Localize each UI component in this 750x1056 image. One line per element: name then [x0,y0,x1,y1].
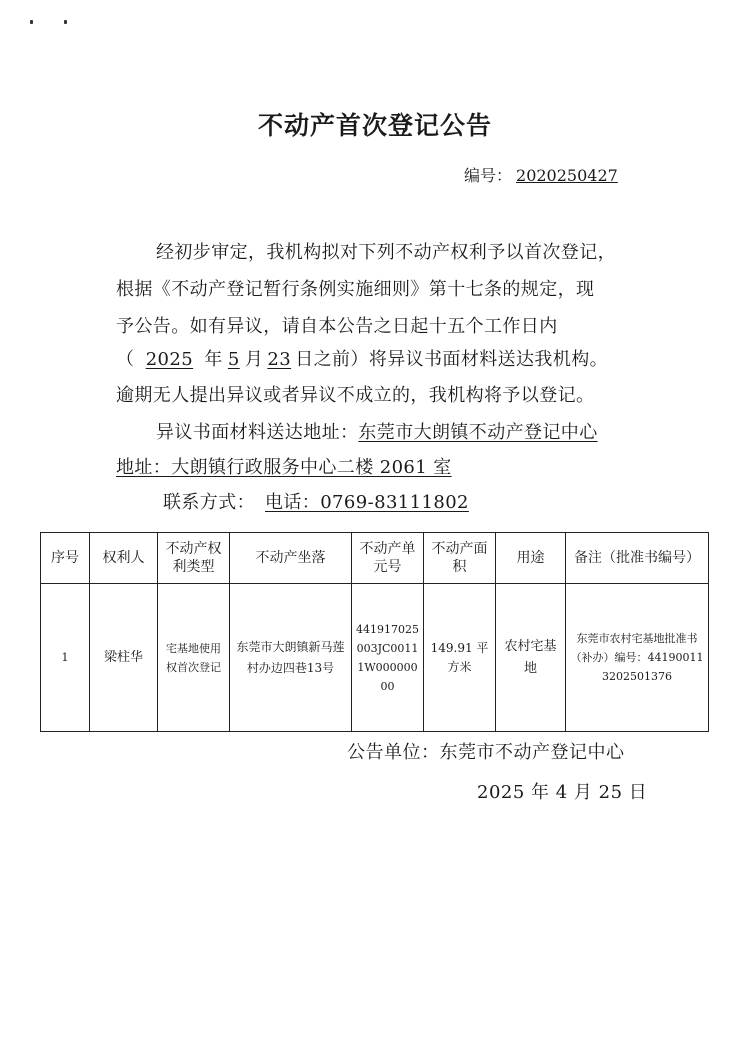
table-header: 不动产单元号 [352,533,424,584]
cell-location: 东莞市大朗镇新马莲村办边四巷13号 [230,584,352,732]
body-line-3: 予公告。如有异议，请自本公告之日起十五个工作日内 [116,316,558,337]
document-title: 不动产首次登记公告 [257,111,492,140]
address-line: 地址：大朗镇行政服务中心二楼 2061 室 [116,457,452,478]
deadline-year: 2025 [145,349,194,370]
contact-line [163,488,497,514]
table-header-row [41,533,709,584]
table-row [41,584,709,732]
table-header: 不动产面积 [424,533,496,584]
document-number [464,163,618,186]
cell-remark: 东莞市农村宅基地批准书（补办）编号：441900113202501376 [566,584,709,732]
objection-label: 异议书面材料送达地址： [156,422,359,443]
deadline-day-suffix: 日之前）将异议书面材料送达我机构。 [295,349,609,370]
notice-unit: 公告单位：东莞市不动产登记中心 [347,742,625,763]
cell-usage: 农村宅基地 [496,584,566,732]
cell-index: 1 [41,584,90,732]
deadline-year-suffix: 年 [204,349,223,370]
deadline-month-suffix: 月 [244,349,264,370]
deadline-open: （ [116,349,135,370]
scan-speck [30,20,33,24]
deadline-day: 23 [267,349,292,370]
document-number-label: 编号： [464,166,513,185]
cell-right-type: 宅基地使用权首次登记 [158,584,230,732]
body-deadline-line [116,345,608,371]
table-header: 用途 [496,533,566,584]
objection-org: 东莞市大朗镇不动产登记中心 [358,422,598,443]
table-header: 不动产坐落 [230,533,352,584]
scan-speck [64,20,67,24]
contact-value: 电话：0769-83111802 [265,492,469,513]
contact-label: 联系方式： [163,492,255,513]
cell-area: 149.91 平方米 [424,584,496,732]
body-line-2: 根据《不动产登记暂行条例实施细则》第十七条的规定，现 [116,279,595,300]
table-header: 权利人 [90,533,158,584]
document-number-value: 2020250427 [516,166,618,185]
notice-date: 2025 年 4 月 25 日 [477,782,648,803]
table-header: 序号 [41,533,90,584]
cell-owner: 梁柱华 [90,584,158,732]
body-line-5: 逾期无人提出异议或者异议不成立的，我机构将予以登记。 [116,385,595,406]
registration-table [40,532,709,732]
table-header: 备注（批准书编号） [566,533,709,584]
body-line-1: 经初步审定，我机构拟对下列不动产权利予以首次登记， [156,242,616,263]
deadline-month: 5 [227,349,240,370]
table-header: 不动产权利类型 [158,533,230,584]
cell-unit-no: 441917025003JC00111W00000000 [352,584,424,732]
objection-line [156,418,598,444]
